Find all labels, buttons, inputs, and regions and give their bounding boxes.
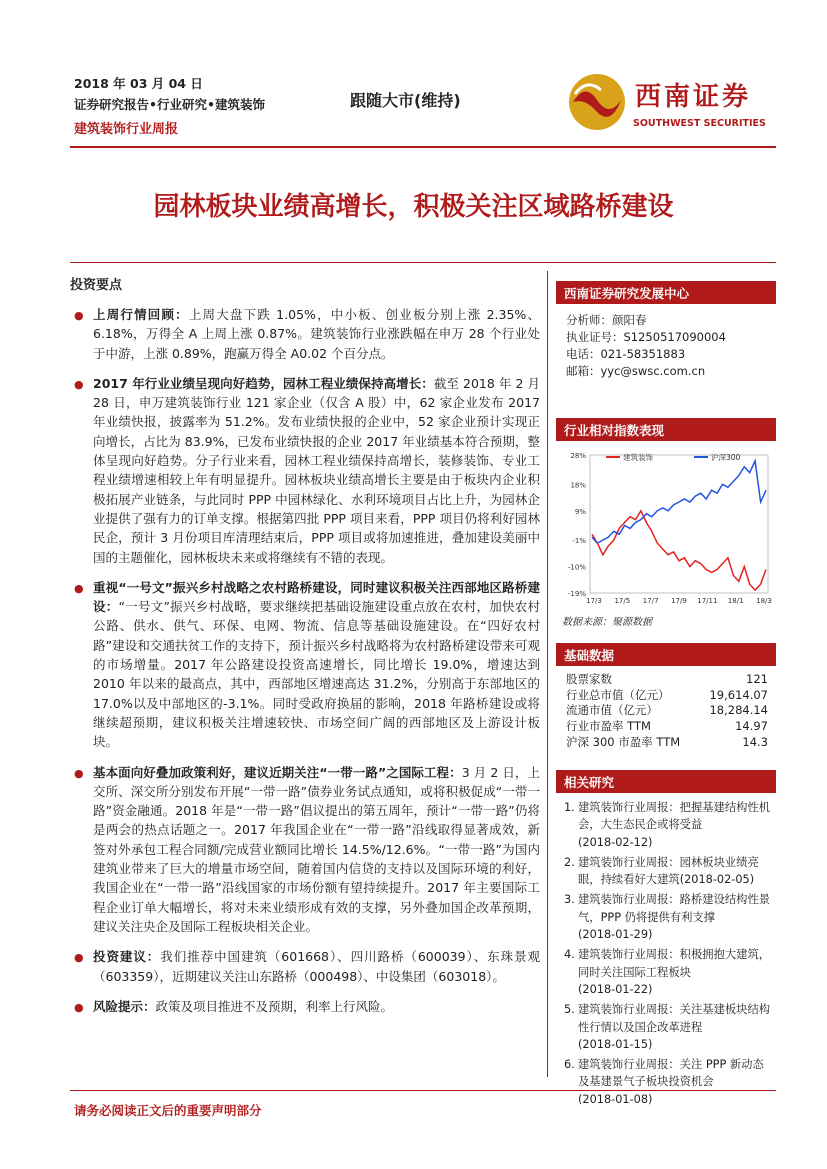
bullet-item xyxy=(70,997,540,1016)
table-row xyxy=(556,672,776,688)
bullet-text: “一号文”振兴乡村战略，要求继续把基础设施建设重点放在农村，加快农村公路、供水、供气、环保、电网、物流、信息等基础设施建设。在“四好农村路”建设和交通扶贫工作的支持下，预计振兴乡村战略将为农村路桥建设带来可观的市场增量。2017 年公路建设投资高速增长，同比增长 19.0%，增速达到 2010 年以来的最高点，其中，西部地区增速高达 31.2%，分别高于东部地区的 17.0%以及中部地区的-3.1%。同时受政府换届的影响，2018 年路桥建设或将继续超预期，建议积极关注增速较快、市场空间广阔的西部地区及上游设计板块。 xyxy=(93,599,540,750)
report-title: 园林板块业绩高增长，积极关注区域路桥建设 xyxy=(153,192,674,222)
analyst-info xyxy=(556,304,776,402)
bullet-text: 我们推荐中国建筑（601668）、四川路桥（600039）、东珠景观（603359），近期建议关注山东路桥（000498）、中设集团（603018）。 xyxy=(93,949,540,984)
row-value: 14.3 xyxy=(742,734,768,749)
item-title: 建筑装饰行业周报：路桥建设结构性景气，PPP 仍将提供有利支撑 xyxy=(578,893,771,924)
x-tick-label: 17/5 xyxy=(614,597,631,605)
bullet-icon: ● xyxy=(74,377,84,391)
bullet-lead: 2017 年行业业绩呈现向好趋势，园林工程业绩保持高增长： xyxy=(93,375,434,391)
item-number: 3. xyxy=(564,893,575,907)
x-tick-label: 17/3 xyxy=(586,597,602,605)
item-title: 建筑装饰行业周报：把握基建结构性机会，大生态民企或将受益 xyxy=(578,801,771,832)
row-value: 18,284.14 xyxy=(709,703,768,718)
report-date: 2018 年 03 月 04 日 xyxy=(74,76,203,91)
item-number: 4. xyxy=(564,948,575,962)
report-series: 建筑装饰行业周报 xyxy=(74,122,179,137)
bullet-icon: ● xyxy=(74,1000,84,1014)
x-tick-label: 18/3 xyxy=(756,597,772,605)
logo-chinese-name: 西南证券 xyxy=(635,82,752,112)
bullet-lead: 上周行情回顾： xyxy=(93,307,189,322)
list-item[interactable] xyxy=(556,1001,776,1053)
analyst-phone: 电话：021-58351883 xyxy=(566,347,686,361)
table-row xyxy=(556,703,776,719)
y-tick-label: 28% xyxy=(570,452,586,460)
item-number: 6. xyxy=(564,1058,575,1072)
bullet-lead: 基本面向好叠加政策利好，建议近期关注“一带一路”之国际工程： xyxy=(93,764,462,780)
list-item[interactable] xyxy=(556,799,776,851)
related-research-list xyxy=(556,793,776,1108)
list-item[interactable] xyxy=(556,946,776,998)
bullet-lead: 风险提示： xyxy=(93,998,156,1014)
bullet-icon: ● xyxy=(74,581,84,595)
item-date: (2018-01-15) xyxy=(578,1037,653,1051)
row-value: 19,614.07 xyxy=(709,687,768,702)
item-number: 1. xyxy=(564,801,575,814)
legend-label: 建筑装饰 xyxy=(623,453,653,462)
table-row xyxy=(556,735,776,751)
bullet-item xyxy=(70,947,540,986)
analyst-license: 执业证号：S1250517090004 xyxy=(566,330,726,344)
item-date: (2018-01-29) xyxy=(578,928,653,942)
item-date: (2018-02-12) xyxy=(578,835,653,849)
footer-divider xyxy=(70,1090,776,1091)
bullet-item xyxy=(70,763,540,937)
related-research-heading: 相关研究 xyxy=(556,770,776,793)
table-row xyxy=(556,719,776,735)
logo-emblem-icon xyxy=(567,72,627,132)
investment-highlights xyxy=(70,274,540,1027)
plot-frame xyxy=(590,455,768,593)
x-tick-label: 17/11 xyxy=(697,597,718,605)
bullet-item xyxy=(70,374,540,567)
title-divider xyxy=(70,262,776,263)
row-value: 121 xyxy=(746,672,768,686)
bullet-icon: ● xyxy=(74,951,84,965)
series-line-construction xyxy=(592,511,766,590)
footer-disclaimer: 请务必阅读正文后的重要声明部分 xyxy=(74,1103,262,1118)
y-tick-label: 9% xyxy=(574,507,586,516)
row-label: 股票家数 xyxy=(566,672,612,686)
item-date: (2018-01-08) xyxy=(578,1092,653,1106)
x-tick-label: 17/7 xyxy=(642,597,659,605)
x-tick-label: 18/1 xyxy=(727,597,744,605)
bullet-text: 截至 2018 年 2 月 28 日，申万建筑装饰行业 121 家企业（仅含 A 股）中，62 家企业发布 2017 年业绩快报，披露率为 51.2%。发布业绩快报的企业中，52 家企业预计实现正向增长，占比为 83.9%，已发布业绩快报的企业 2017 年业绩基本符合预期，整体呈现向好趋势。分子行业来看，园林工程业绩保持高增长，装修装饰、专业工程业绩增速相较上年有明显提升。园林板块业绩高增长主要是由于板块内企业积极拓展产业链条，与此同时 PPP 中园林绿化、水利环境项目占比上升，为园林企业提供了强有力的订单支撑。根据第四批 PPP 项目来看，PPP 项目仍将利好园林民企，预计 3 月份项目库清理结束后，PPP 项目或将加速推进，叠加建设美丽中国的主题催化，园林板块未来或将继续有不错的表现。 xyxy=(93,375,540,565)
chart-source: 数据来源：聚源数据 xyxy=(562,617,652,628)
research-center-heading: 西南证券研究发展中心 xyxy=(556,281,776,304)
y-tick-label: 18% xyxy=(570,481,586,490)
y-tick-label: -1% xyxy=(572,537,586,546)
bullet-text: 上周大盘下跌 1.05%，中小板、创业板分别上涨 2.35%、6.18%，万得全 A 上周上涨 0.87%。建筑装饰行业涨跌幅在申万 28 个行业处于中游，上涨 0.89%，跑赢万得全 A0.02 个百分点。 xyxy=(93,307,540,361)
row-label: 流通市值（亿元） xyxy=(566,703,658,718)
item-date: (2018-01-22) xyxy=(578,982,653,996)
list-item[interactable] xyxy=(556,1056,776,1108)
bullet-lead: 投资建议： xyxy=(93,949,161,965)
industry-rating: 跟随大市(维持) xyxy=(350,91,461,110)
analyst-name: 分析师：颜阳春 xyxy=(566,313,647,327)
list-item[interactable] xyxy=(556,854,776,889)
bullet-lead: 重视“一号文”振兴乡村战略之农村路桥建设，同时建议积极关注西部地区路桥建设： xyxy=(93,579,540,615)
analyst-email[interactable]: 邮箱：yyc@swsc.com.cn xyxy=(566,364,706,378)
row-value: 14.97 xyxy=(735,719,768,734)
legend-label: 沪深300 xyxy=(711,453,741,462)
row-label: 沪深 300 市盈率 TTM xyxy=(566,734,681,749)
logo-english-name: SOUTHWEST SECURITIES xyxy=(633,118,766,129)
section-heading: 投资要点 xyxy=(70,278,123,293)
x-tick-label: 17/9 xyxy=(671,597,687,605)
bullet-text: 3 月 2 日，上交所、深交所分别发布开展“一带一路”债券业务试点通知，或将积极促成“一带一路”资金融通。2018 年是“一带一路”倡议提出的第五周年，预计“一带一路”仍将是两会的热点话题之一。2017 年我国企业在“一带一路”沿线取得显著成效，新签对外承包工程合同额/完成营业额同比增长 14.5%/12.6%。“一带一路”为国内建筑业带来了巨大的增量市场空间，随着国内信贷的支持以及国际环境的利好，我国企业在“一带一路”沿线国家的市场份额有望持续提升。2017 年主要国际工程企业订单大幅增长，将对未来业绩形成有效的支撑，另外叠加国企改革预期，建议关注央企及国际工程板块相关企业。 xyxy=(93,764,541,934)
column-divider xyxy=(547,271,548,1077)
bullet-item xyxy=(70,578,540,752)
y-tick-label: -19% xyxy=(567,590,586,598)
index-chart xyxy=(556,441,776,631)
table-row xyxy=(556,688,776,704)
header-divider xyxy=(70,146,776,148)
company-logo xyxy=(567,72,772,134)
row-label: 行业市盈率 TTM xyxy=(566,719,651,734)
report-type: 证券研究报告•行业研究•建筑装饰 xyxy=(74,97,265,112)
chart-heading: 行业相对指数表现 xyxy=(556,418,776,441)
bullet-item xyxy=(70,305,540,363)
y-tick-label: -10% xyxy=(567,563,586,572)
row-label: 行业总市值（亿元） xyxy=(566,687,670,702)
item-title: 建筑装饰行业周报：园林板块业绩亮眼，持续看好大建筑 xyxy=(578,855,759,887)
list-item[interactable] xyxy=(556,891,776,943)
item-title: 建筑装饰行业周报：积极拥抱大建筑，同时关注国际工程板块 xyxy=(578,948,771,979)
item-date: (2018-02-05) xyxy=(679,873,755,887)
bullet-icon: ● xyxy=(74,766,84,780)
item-title: 建筑装饰行业周报：关注基建板块结构性行情以及国企改革进程 xyxy=(578,1003,771,1034)
bullet-icon: ● xyxy=(74,309,84,322)
item-title: 建筑装饰行业周报：关注 PPP 新动态及基建景气子板块投资机会 xyxy=(578,1058,764,1089)
relative-index-chart xyxy=(556,443,776,611)
item-number: 2. xyxy=(564,855,575,869)
basic-data-heading: 基础数据 xyxy=(556,643,776,666)
sidebar xyxy=(556,281,776,1111)
basic-data-table xyxy=(556,666,776,756)
bullet-text: 政策及项目推进不及预期，利率上行风险。 xyxy=(155,998,394,1014)
item-number: 5. xyxy=(564,1003,575,1017)
